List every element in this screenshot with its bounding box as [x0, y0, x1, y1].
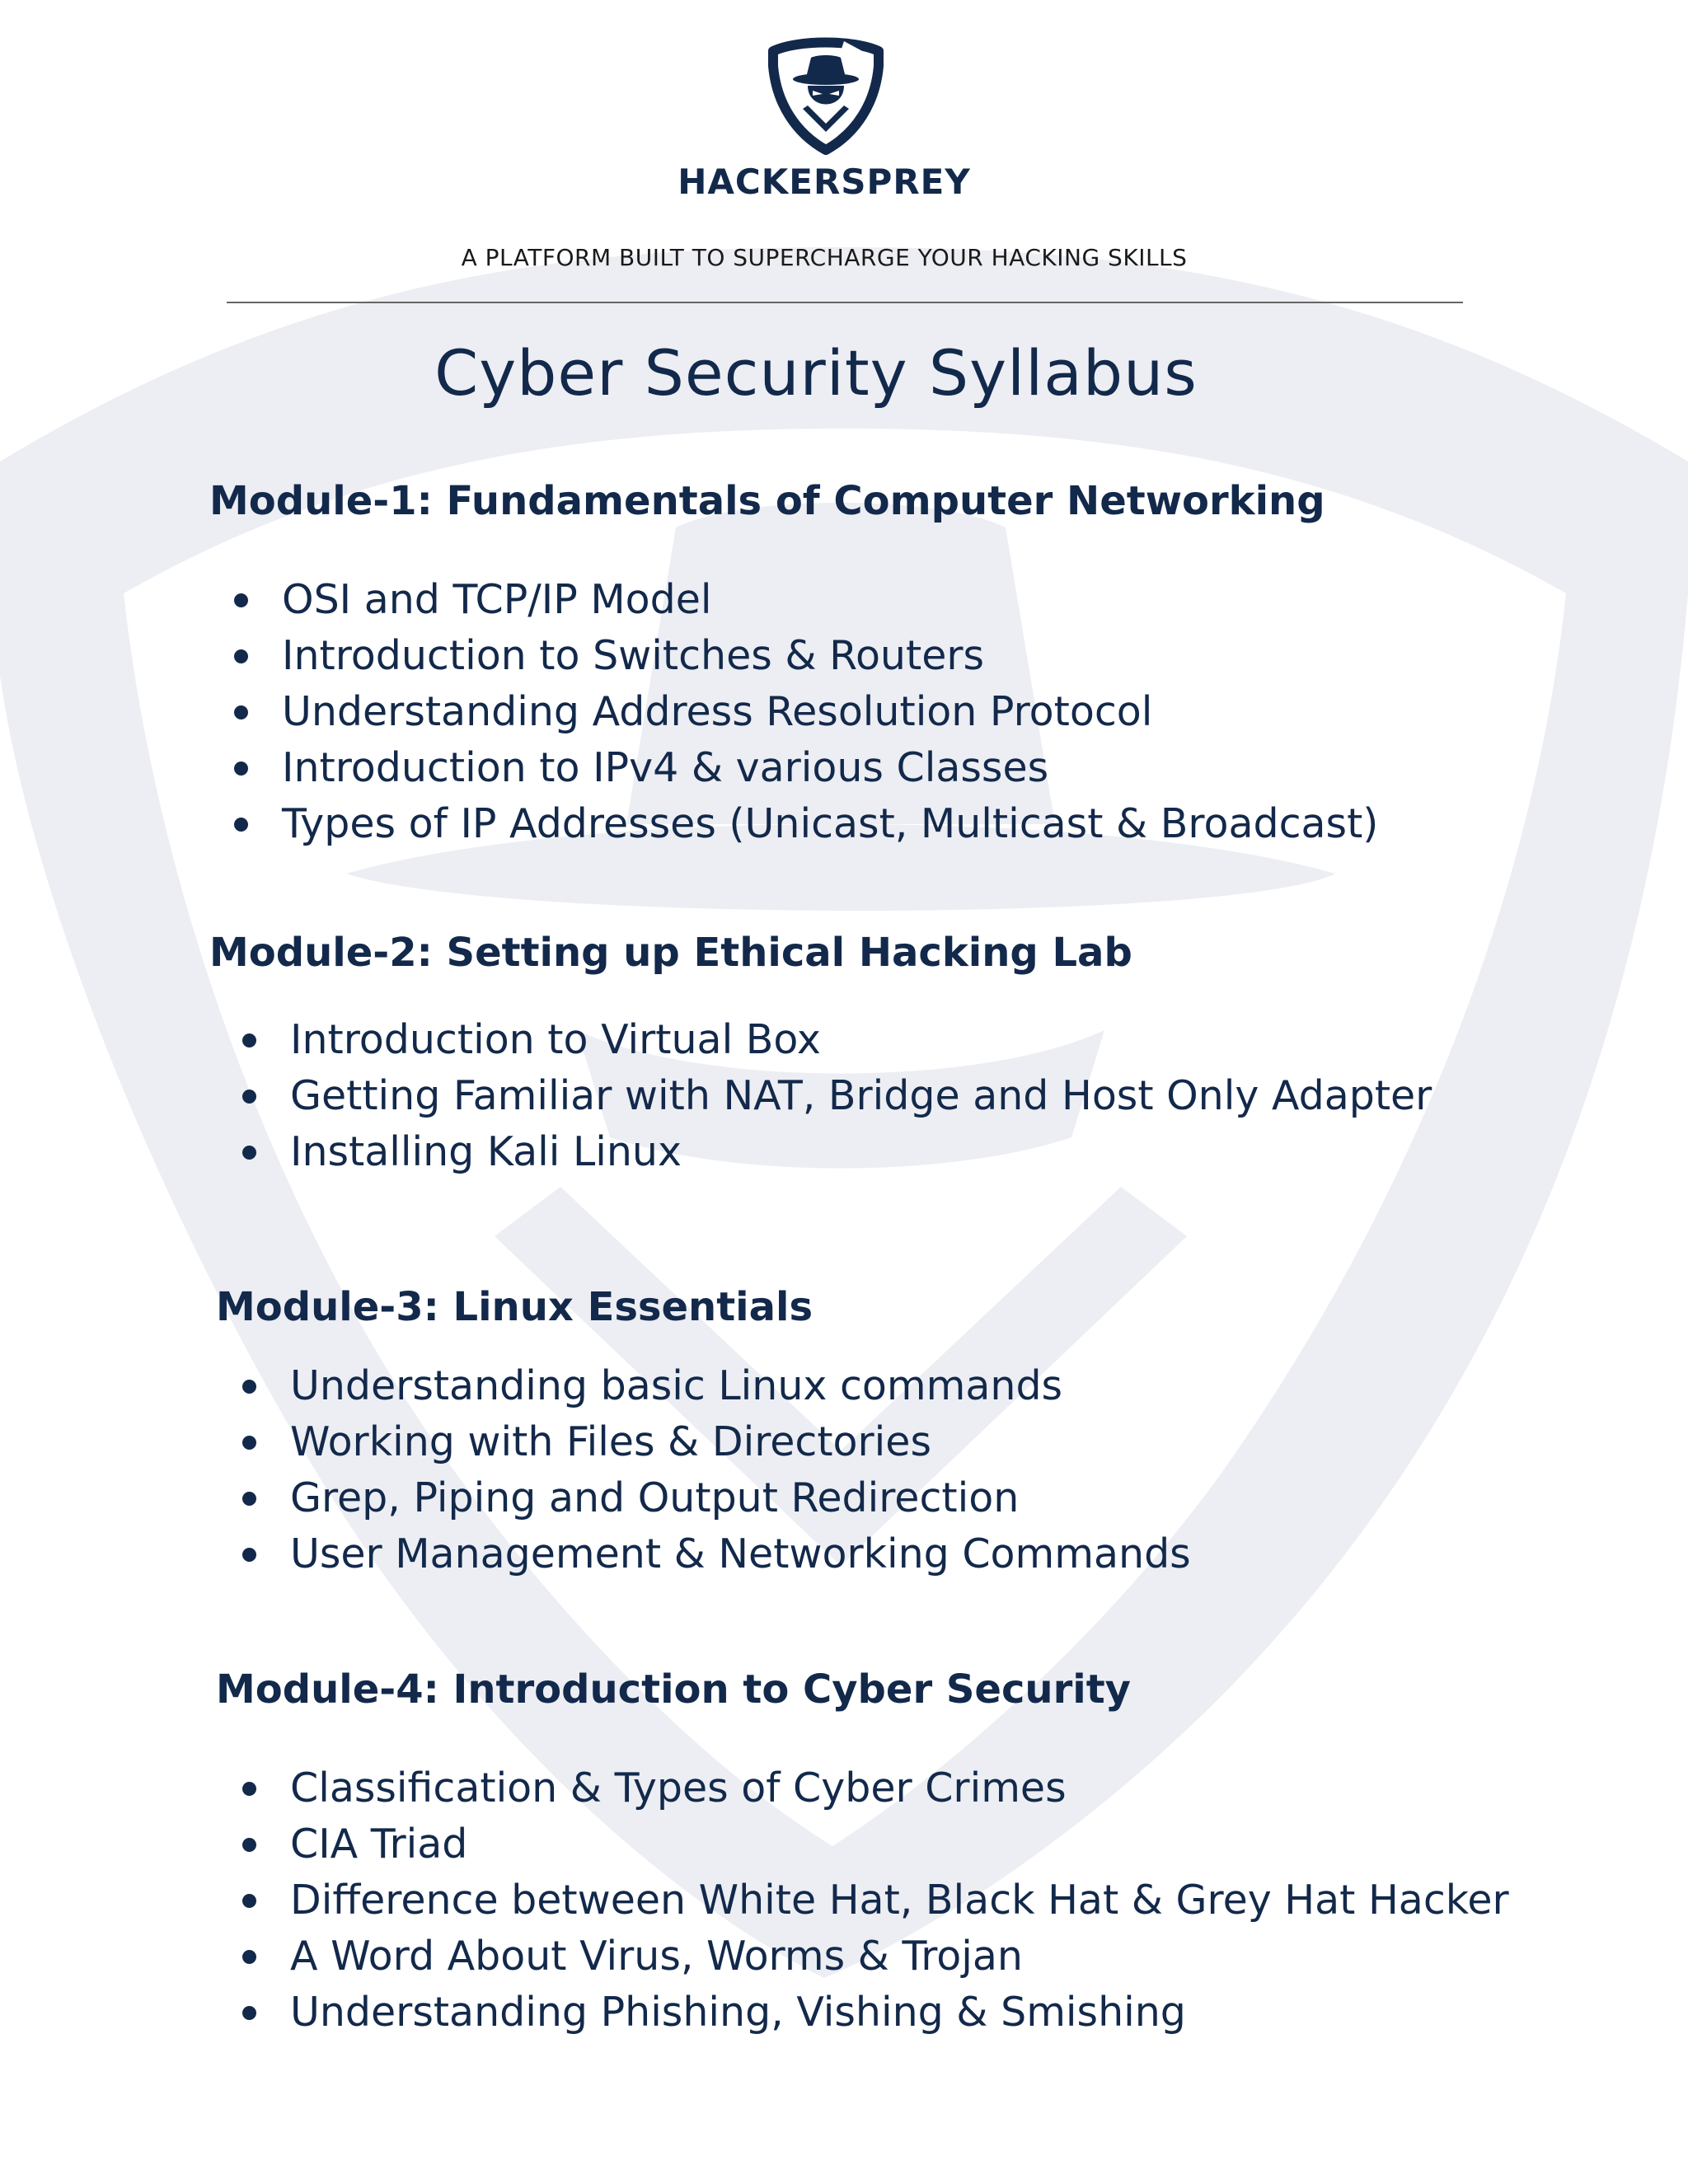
topic-text: OSI and TCP/IP Model: [282, 576, 712, 623]
topic-list: [234, 572, 1378, 852]
list-item: [242, 1012, 1432, 1068]
bullet-icon: [234, 818, 248, 832]
bullet-icon: [242, 1838, 256, 1852]
topic-text: Installing Kali Linux: [290, 1128, 682, 1175]
list-item: [234, 628, 1378, 684]
bullet-icon: [242, 1894, 256, 1908]
list-item: [242, 1068, 1432, 1124]
topic-text: Introduction to Virtual Box: [290, 1016, 821, 1063]
topic-text: Introduction to Switches & Routers: [282, 632, 985, 679]
topic-text: Understanding Address Resolution Protocol: [282, 688, 1153, 735]
module-heading: Module-3: Linux Essentials: [216, 1284, 814, 1330]
topic-text: User Management & Networking Commands: [290, 1530, 1191, 1577]
list-item: [234, 684, 1378, 740]
list-item: [234, 572, 1378, 628]
page-title: Cyber Security Syllabus: [434, 336, 1198, 410]
topic-list: [242, 1358, 1191, 1582]
module-heading: Module-1: Fundamentals of Computer Networking: [209, 478, 1325, 524]
list-item: [242, 1816, 1509, 1872]
list-item: [242, 1929, 1509, 1985]
list-item: [242, 1985, 1509, 2041]
topic-text: Getting Familiar with NAT, Bridge and Host Only Adapter: [290, 1072, 1432, 1119]
bullet-icon: [242, 1090, 256, 1104]
topic-text: Grep, Piping and Output Redirection: [290, 1474, 1020, 1521]
list-item: [242, 1526, 1191, 1582]
list-item: [242, 1358, 1191, 1414]
module-2: [209, 930, 1432, 1180]
module-4: [216, 1666, 1509, 2041]
topic-list: [242, 1760, 1509, 2041]
bullet-icon: [234, 649, 248, 663]
bullet-icon: [242, 1033, 256, 1047]
bullet-icon: [242, 1146, 256, 1160]
module-heading: Module-2: Setting up Ethical Hacking Lab: [209, 930, 1132, 976]
bullet-icon: [242, 2006, 256, 2020]
bullet-icon: [234, 762, 248, 776]
module-1: [209, 478, 1378, 852]
topic-text: Classification & Types of Cyber Crimes: [290, 1765, 1067, 1811]
topic-text: Types of IP Addresses (Unicast, Multicast & Broadcast): [282, 800, 1379, 847]
topic-text: A Word About Virus, Worms & Trojan: [290, 1933, 1023, 1980]
list-item: [242, 1414, 1191, 1470]
bullet-icon: [242, 1492, 256, 1506]
bullet-icon: [242, 1782, 256, 1796]
header-divider: [227, 302, 1463, 303]
brand-name: HACKERSPREY: [678, 162, 971, 202]
list-item: [242, 1872, 1509, 1929]
brand-tagline: A PLATFORM BUILT TO SUPERCHARGE YOUR HACKING SKILLS: [461, 244, 1188, 271]
list-item: [242, 1124, 1432, 1180]
list-item: [242, 1760, 1509, 1816]
topic-list: [242, 1012, 1432, 1180]
topic-text: CIA Triad: [290, 1821, 468, 1868]
bullet-icon: [242, 1950, 256, 1964]
bullet-icon: [234, 593, 248, 607]
bullet-icon: [242, 1380, 256, 1394]
topic-text: Understanding Phishing, Vishing & Smishing: [290, 1989, 1186, 2036]
bullet-icon: [242, 1436, 256, 1450]
module-3: [216, 1284, 1191, 1582]
topic-text: Understanding basic Linux commands: [290, 1362, 1063, 1409]
list-item: [234, 740, 1378, 796]
bullet-icon: [242, 1548, 256, 1562]
bullet-icon: [234, 705, 248, 719]
topic-text: Difference between White Hat, Black Hat & Grey Hat Hacker: [290, 1877, 1509, 1924]
module-heading: Module-4: Introduction to Cyber Security: [216, 1666, 1131, 1713]
topic-text: Introduction to IPv4 & various Classes: [282, 744, 1049, 791]
hacker-shield-icon: [765, 33, 887, 155]
list-item: [242, 1470, 1191, 1526]
list-item: [234, 796, 1378, 852]
topic-text: Working with Files & Directories: [290, 1418, 931, 1465]
